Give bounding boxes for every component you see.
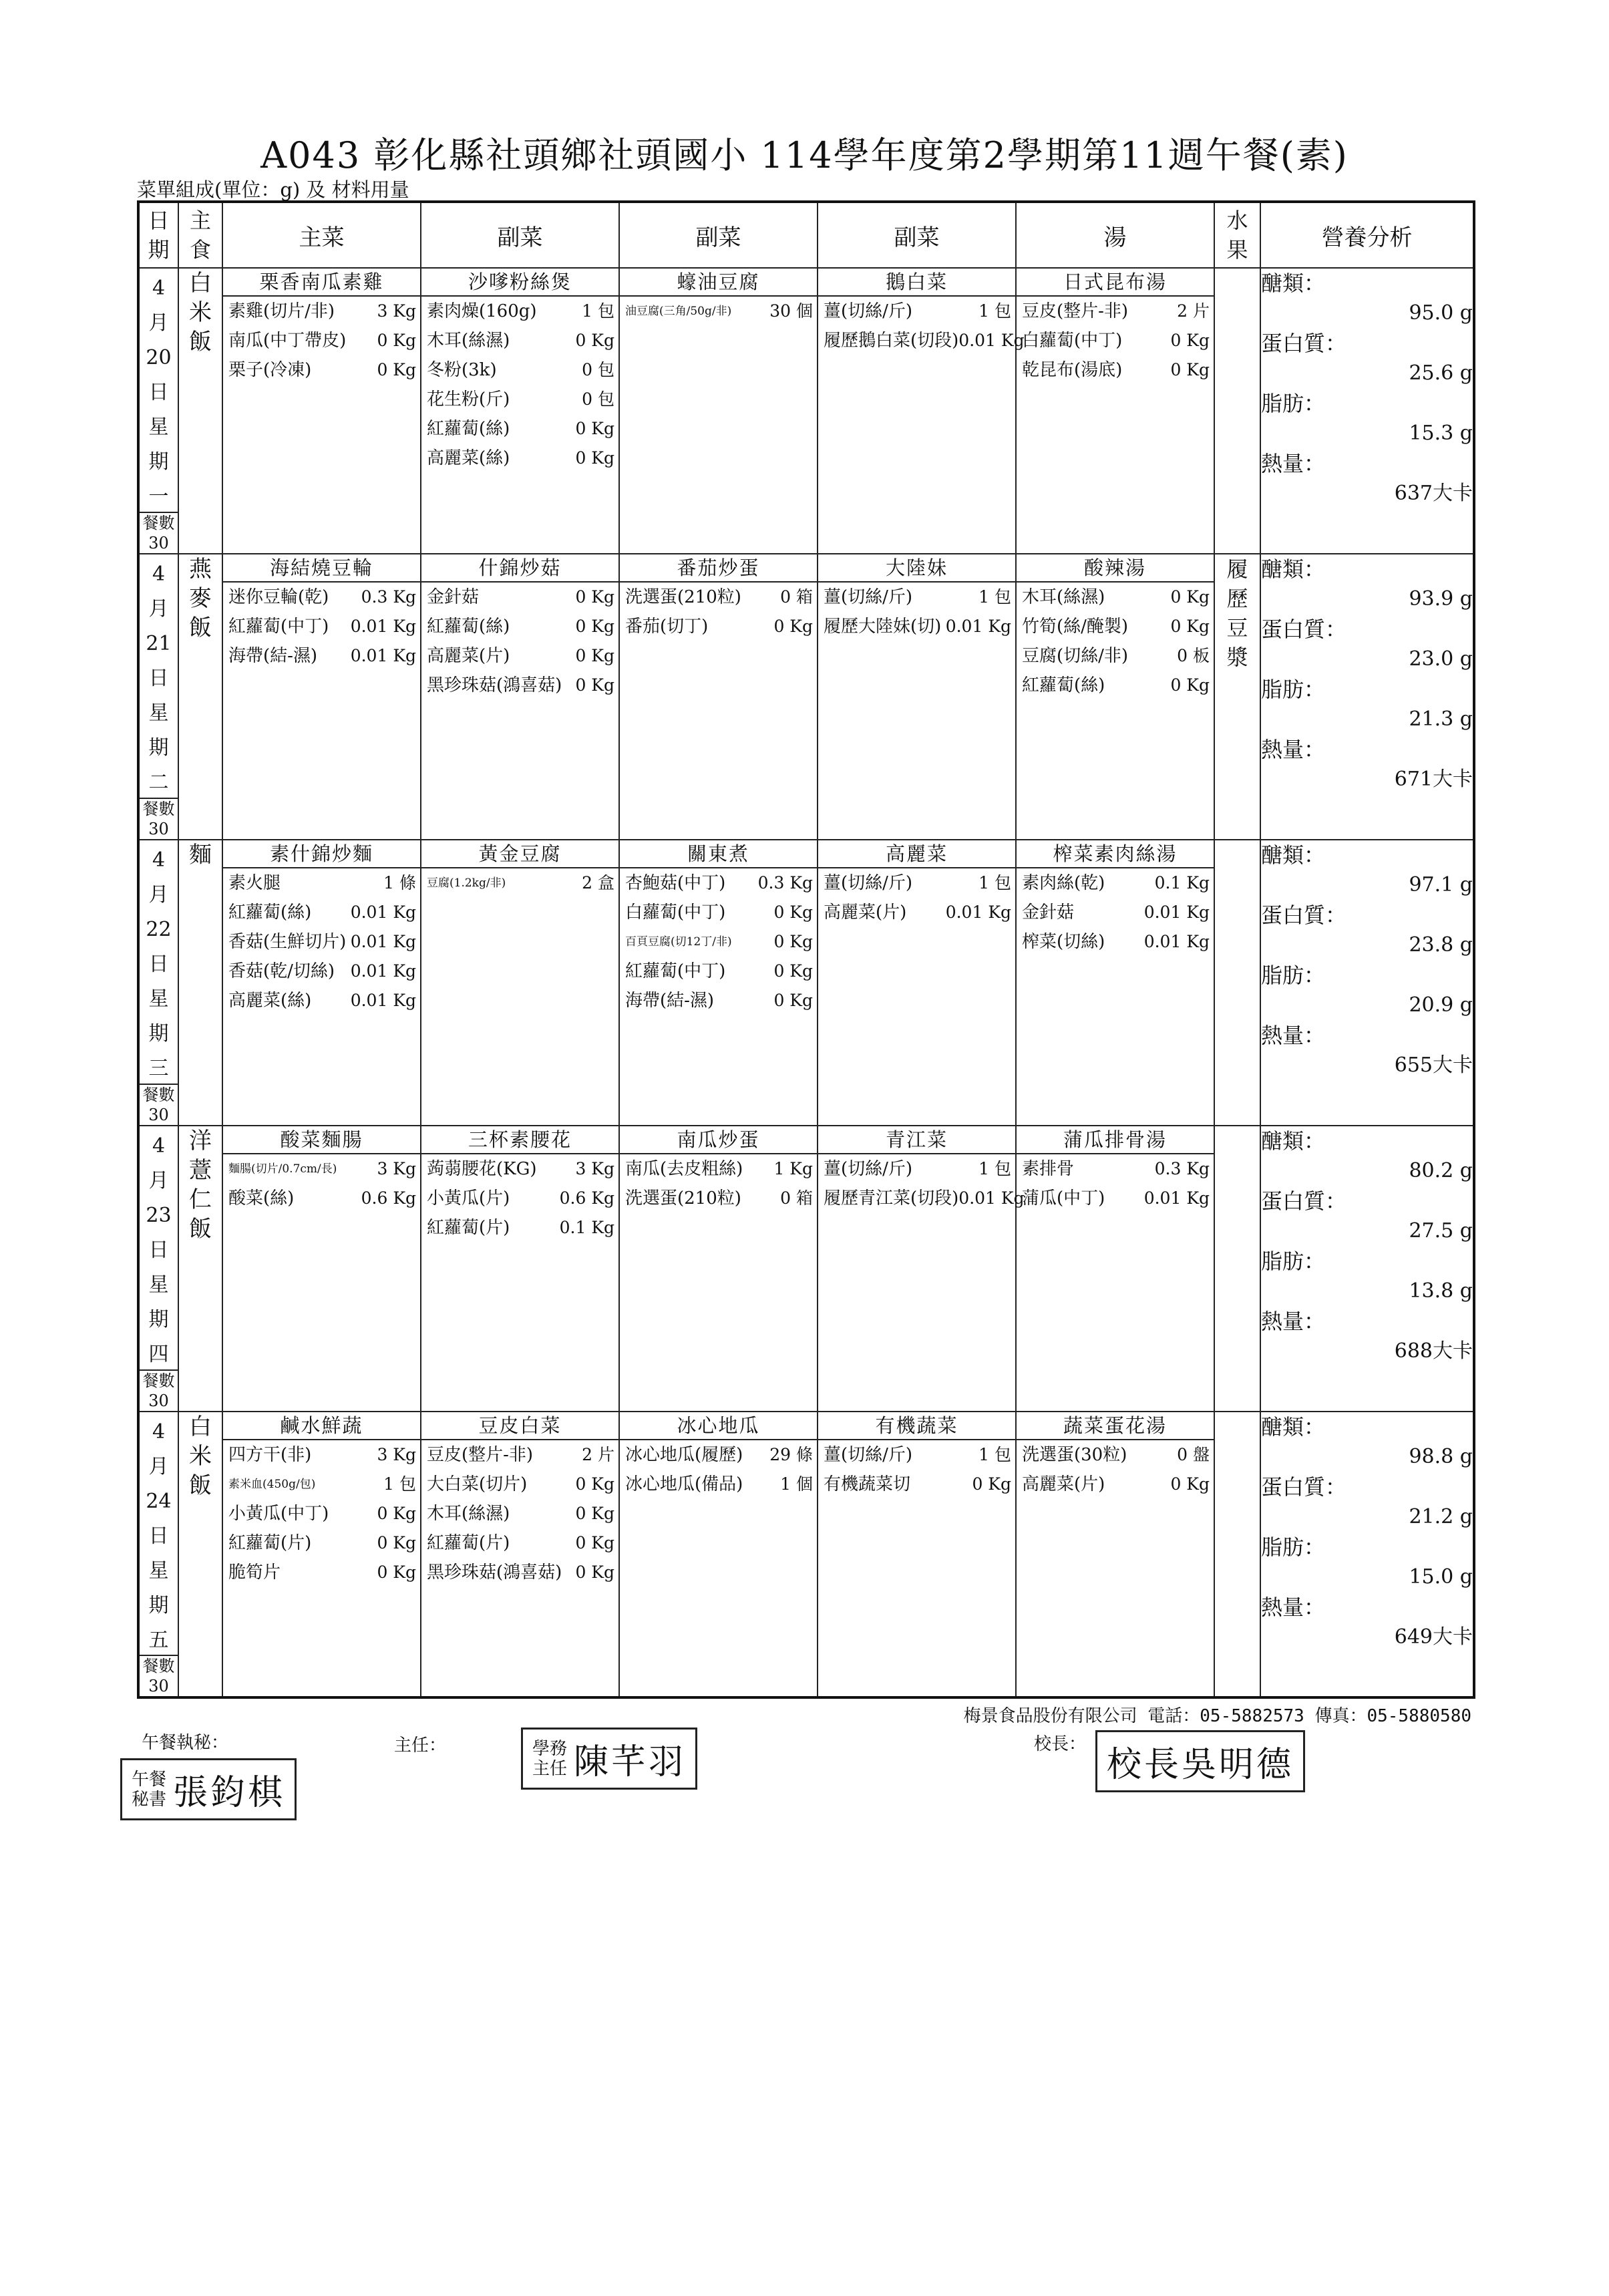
ingredient-row: 高麗菜(片) 0 Kg (427, 646, 614, 666)
ingredient-row: 履歷鵝白菜(切段) 0.01 Kg (824, 331, 1025, 351)
nutrition-value-protein: 21.2 g (1409, 1505, 1473, 1528)
ingredient-row: 竹筍(絲/醃製) 0 Kg (1022, 617, 1210, 637)
date-cell: 4 月 24 日 星 期 五 餐數 30 (138, 1412, 178, 1697)
dish-cell-side-2 (619, 1126, 818, 1412)
day-row (138, 1412, 1474, 1697)
nutrition-label-protein: 蛋白質： (1261, 903, 1347, 928)
ingredient-row: 豆腐(1.2kg/非) 2 盒 (427, 873, 614, 892)
dish-cell-side-1 (421, 268, 619, 554)
ingredient-row: 木耳(絲濕) 0 Kg (427, 1504, 614, 1524)
dish-name: 有機蔬菜 (818, 1412, 1015, 1440)
header-side-3: 副菜 (818, 202, 1016, 268)
ingredient-row: 紅蘿蔔(絲) 0 Kg (427, 617, 614, 637)
ingredient-row: 小黃瓜(中丁) 0 Kg (228, 1504, 416, 1524)
nutrition-cell (1260, 1412, 1474, 1697)
nutrition-label-protein: 蛋白質： (1261, 617, 1347, 642)
nutrition-label-carb: 醣類： (1261, 1414, 1326, 1440)
dish-name: 鹹水鮮蔬 (223, 1412, 420, 1440)
nutrition-label-fat: 脂肪： (1261, 1534, 1326, 1560)
header-main: 主菜 (222, 202, 421, 268)
header-date: 日 期 (138, 202, 178, 268)
principal-label: 校長： (1034, 1734, 1087, 1754)
nutrition-label-fat: 脂肪： (1261, 391, 1326, 416)
ingredient-row: 四方干(非) 3 Kg (228, 1445, 416, 1465)
dish-name: 蔬菜蛋花湯 (1017, 1412, 1214, 1440)
staple-cell: 洋 薏 仁 飯 (178, 1126, 222, 1412)
ingredient-row: 素肉燥(160g) 1 包 (427, 301, 614, 321)
fruit-cell (1214, 1412, 1260, 1697)
dish-cell-side-1 (421, 1126, 619, 1412)
dish-cell-side-3 (818, 1412, 1016, 1697)
ingredient-row: 紅蘿蔔(絲) 0.01 Kg (228, 903, 416, 923)
header-staple: 主 食 (178, 202, 222, 268)
principal-stamp: 校長吳明德 (1095, 1730, 1305, 1792)
ingredient-row: 香菇(生鮮切片) 0.01 Kg (228, 932, 416, 952)
dish-cell-main (222, 1412, 421, 1697)
ingredient-row: 豆腐(切絲/非) 0 板 (1022, 646, 1210, 666)
ingredient-row: 履歷大陸妹(切) 0.01 Kg (824, 617, 1011, 637)
ingredient-row: 花生粉(斤) 0 包 (427, 389, 614, 409)
ingredient-row: 麵腸(切片/0.7cm/長) 3 Kg (228, 1159, 416, 1178)
fruit-cell (1214, 1126, 1260, 1412)
header-fruit: 水 果 (1214, 202, 1260, 268)
dish-cell-main (222, 554, 421, 840)
ingredient-row: 薑(切絲/斤) 1 包 (824, 587, 1011, 607)
header-row (138, 202, 1474, 268)
dish-name: 青江菜 (818, 1126, 1015, 1154)
meal-count: 餐數 30 (140, 1369, 178, 1411)
ingredient-row: 大白菜(切片) 0 Kg (427, 1474, 614, 1494)
ingredient-row: 黑珍珠菇(鴻喜菇) 0 Kg (427, 675, 614, 695)
nutrition-value-energy: 655大卡 (1394, 1053, 1473, 1077)
dish-name: 蒲瓜排骨湯 (1017, 1126, 1214, 1154)
ingredient-row: 蒲瓜(中丁) 0.01 Kg (1022, 1188, 1210, 1208)
dish-name: 番茄炒蛋 (620, 554, 817, 583)
ingredient-row: 冰心地瓜(備品) 1 個 (625, 1474, 813, 1494)
dish-cell-soup (1016, 268, 1214, 554)
ingredient-row: 紅蘿蔔(中丁) 0 Kg (625, 961, 813, 981)
fruit-cell: 履 歷 豆 漿 (1214, 554, 1260, 840)
nutrition-cell (1260, 554, 1474, 840)
ingredient-row: 金針菇 0.01 Kg (1022, 903, 1210, 923)
ingredient-row: 海帶(結-濕) 0 Kg (625, 991, 813, 1011)
ingredient-row: 紅蘿蔔(片) 0 Kg (427, 1533, 614, 1553)
ingredient-row: 黑珍珠菇(鴻喜菇) 0 Kg (427, 1563, 614, 1583)
dish-cell-main (222, 268, 421, 554)
ingredient-row: 洗選蛋(210粒) 0 箱 (625, 587, 813, 607)
dish-name: 黃金豆腐 (421, 840, 618, 868)
nutrition-value-fat: 21.3 g (1409, 707, 1473, 731)
staple-cell: 白 米 飯 (178, 1412, 222, 1697)
dish-name: 栗香南瓜素雞 (223, 269, 420, 297)
ingredient-row: 紅蘿蔔(絲) 0 Kg (1022, 675, 1210, 695)
nutrition-value-fat: 15.3 g (1409, 422, 1473, 445)
meal-count: 餐數 30 (140, 512, 178, 553)
ingredient-row: 豆皮(整片-非) 2 片 (427, 1445, 614, 1465)
day-row (138, 1126, 1474, 1412)
ingredient-row: 冬粉(3k) 0 包 (427, 360, 614, 380)
ingredient-row: 素排骨 0.3 Kg (1022, 1159, 1210, 1179)
nutrition-value-protein: 27.5 g (1409, 1219, 1473, 1243)
dish-name: 豆皮白菜 (421, 1412, 618, 1440)
dish-name: 關東煮 (620, 840, 817, 868)
ingredient-row: 高麗菜(絲) 0 Kg (427, 448, 614, 468)
nutrition-value-energy: 637大卡 (1394, 482, 1473, 505)
fruit-cell (1214, 840, 1260, 1126)
dish-name: 素什錦炒麵 (223, 840, 420, 868)
ingredient-row: 南瓜(中丁帶皮) 0 Kg (228, 331, 416, 351)
dish-name: 冰心地瓜 (620, 1412, 817, 1440)
dish-cell-side-2 (619, 554, 818, 840)
day-row (138, 268, 1474, 554)
dish-cell-soup (1016, 840, 1214, 1126)
nutrition-label-energy: 熱量： (1261, 1309, 1326, 1334)
dish-cell-side-1 (421, 840, 619, 1126)
nutrition-value-fat: 15.0 g (1409, 1565, 1473, 1589)
dish-name: 三杯素腰花 (421, 1126, 618, 1154)
ingredient-row: 白蘿蔔(中丁) 0 Kg (1022, 331, 1210, 351)
ingredient-row: 紅蘿蔔(片) 0.1 Kg (427, 1218, 614, 1238)
secretary-stamp: 午餐 秘書 張鈞棋 (120, 1758, 297, 1820)
dish-name: 什錦炒菇 (421, 554, 618, 583)
dish-cell-soup (1016, 1412, 1214, 1697)
fruit-cell (1214, 268, 1260, 554)
staple-cell: 燕 麥 飯 (178, 554, 222, 840)
nutrition-value-carb: 98.8 g (1409, 1445, 1473, 1468)
nutrition-value-protein: 23.0 g (1409, 647, 1473, 671)
nutrition-label-fat: 脂肪： (1261, 963, 1326, 988)
ingredient-row: 金針菇 0 Kg (427, 587, 614, 607)
page-subtitle: 菜單組成(單位：g) 及 材料用量 (137, 178, 409, 201)
ingredient-row: 紅蘿蔔(片) 0 Kg (228, 1533, 416, 1553)
ingredient-row: 蒟蒻腰花(KG) 3 Kg (427, 1159, 614, 1179)
ingredient-row: 木耳(絲濕) 0 Kg (1022, 587, 1210, 607)
nutrition-label-protein: 蛋白質： (1261, 1188, 1347, 1214)
nutrition-value-carb: 95.0 g (1409, 301, 1473, 325)
dish-name: 榨菜素肉絲湯 (1017, 840, 1214, 868)
nutrition-label-carb: 醣類： (1261, 271, 1326, 296)
nutrition-cell (1260, 840, 1474, 1126)
ingredient-row: 迷你豆輪(乾) 0.3 Kg (228, 587, 416, 607)
ingredient-row: 薑(切絲/斤) 1 包 (824, 1159, 1011, 1179)
dish-cell-side-1 (421, 1412, 619, 1697)
ingredient-row: 番茄(切丁) 0 Kg (625, 617, 813, 637)
ingredient-row: 豆皮(整片-非) 2 片 (1022, 301, 1210, 321)
ingredient-row: 榨菜(切絲) 0.01 Kg (1022, 932, 1210, 952)
nutrition-value-energy: 688大卡 (1394, 1339, 1473, 1363)
dish-cell-main (222, 840, 421, 1126)
nutrition-label-carb: 醣類： (1261, 842, 1326, 868)
day-row (138, 554, 1474, 840)
ingredient-row: 高麗菜(絲) 0.01 Kg (228, 991, 416, 1011)
date-cell: 4 月 20 日 星 期 一 餐數 30 (138, 268, 178, 554)
nutrition-label-fat: 脂肪： (1261, 1249, 1326, 1274)
header-side-2: 副菜 (619, 202, 818, 268)
ingredient-row: 紅蘿蔔(絲) 0 Kg (427, 419, 614, 439)
staple-cell: 白 米 飯 (178, 268, 222, 554)
day-row (138, 840, 1474, 1126)
nutrition-label-carb: 醣類： (1261, 556, 1326, 582)
dish-name: 海結燒豆輪 (223, 554, 420, 583)
dish-cell-side-2 (619, 1412, 818, 1697)
director-stamp: 學務 主任 陳芊羽 (521, 1728, 697, 1790)
dish-name: 日式昆布湯 (1017, 269, 1214, 297)
dish-name: 鵝白菜 (818, 269, 1015, 297)
ingredient-row: 冰心地瓜(履歷) 29 條 (625, 1445, 813, 1465)
nutrition-value-protein: 23.8 g (1409, 933, 1473, 957)
ingredient-row: 乾昆布(湯底) 0 Kg (1022, 360, 1210, 380)
ingredient-row: 南瓜(去皮粗絲) 1 Kg (625, 1159, 813, 1179)
nutrition-value-energy: 649大卡 (1394, 1625, 1473, 1649)
nutrition-value-fat: 13.8 g (1409, 1279, 1473, 1303)
dish-name: 沙嗲粉絲煲 (421, 269, 618, 297)
ingredient-row: 紅蘿蔔(中丁) 0.01 Kg (228, 617, 416, 637)
ingredient-row: 高麗菜(片) 0.01 Kg (824, 903, 1011, 923)
director-label: 主任： (394, 1736, 447, 1756)
staple-cell: 麵 (178, 840, 222, 1126)
ingredient-row: 薑(切絲/斤) 1 包 (824, 301, 1011, 321)
nutrition-label-energy: 熱量： (1261, 737, 1326, 762)
nutrition-label-energy: 熱量： (1261, 1023, 1326, 1048)
ingredient-row: 素米血(450g/包) 1 包 (228, 1474, 416, 1494)
meal-count: 餐數 30 (140, 798, 178, 839)
ingredient-row: 酸菜(絲) 0.6 Kg (228, 1188, 416, 1208)
ingredient-row: 履歷青江菜(切段) 0.01 Kg (824, 1188, 1025, 1208)
ingredient-row: 脆筍片 0 Kg (228, 1563, 416, 1583)
page-title: A043 彰化縣社頭鄉社頭國小 114學年度第2學期第11週午餐(素) (260, 134, 1349, 176)
nutrition-label-fat: 脂肪： (1261, 677, 1326, 702)
dish-name: 酸菜麵腸 (223, 1126, 420, 1154)
ingredient-row: 小黃瓜(片) 0.6 Kg (427, 1188, 614, 1208)
company-info: 梅景食品股份有限公司 電話：05-5882573 傳真：05-5880580 (963, 1706, 1471, 1726)
ingredient-row: 香菇(乾/切絲) 0.01 Kg (228, 961, 416, 981)
dish-cell-side-3 (818, 840, 1016, 1126)
secretary-label: 午餐執秘： (142, 1733, 229, 1753)
dish-cell-soup (1016, 1126, 1214, 1412)
ingredient-row: 白蘿蔔(中丁) 0 Kg (625, 903, 813, 923)
nutrition-value-protein: 25.6 g (1409, 361, 1473, 385)
ingredient-row: 素雞(切片/非) 3 Kg (228, 301, 416, 321)
ingredient-row: 海帶(結-濕) 0.01 Kg (228, 646, 416, 666)
ingredient-row: 洗選蛋(210粒) 0 箱 (625, 1188, 813, 1208)
dish-name: 蠔油豆腐 (620, 269, 817, 297)
dish-cell-side-1 (421, 554, 619, 840)
nutrition-cell (1260, 268, 1474, 554)
ingredient-row: 素肉絲(乾) 0.1 Kg (1022, 873, 1210, 893)
ingredient-row: 百頁豆腐(切12丁/非) 0 Kg (625, 932, 813, 951)
nutrition-label-energy: 熱量： (1261, 451, 1326, 476)
menu-table (137, 200, 1475, 1699)
date-cell: 4 月 21 日 星 期 二 餐數 30 (138, 554, 178, 840)
meal-count: 餐數 30 (140, 1084, 178, 1125)
dish-cell-main (222, 1126, 421, 1412)
dish-cell-soup (1016, 554, 1214, 840)
ingredient-row: 栗子(冷凍) 0 Kg (228, 360, 416, 380)
ingredient-row: 杏鮑菇(中丁) 0.3 Kg (625, 873, 813, 893)
nutrition-value-fat: 20.9 g (1409, 993, 1473, 1017)
header-side-1: 副菜 (421, 202, 619, 268)
nutrition-label-energy: 熱量： (1261, 1595, 1326, 1620)
nutrition-label-carb: 醣類： (1261, 1128, 1326, 1154)
ingredient-row: 油豆腐(三角/50g/非) 30 個 (625, 301, 813, 321)
ingredient-row: 高麗菜(片) 0 Kg (1022, 1474, 1210, 1494)
dish-cell-side-3 (818, 268, 1025, 554)
nutrition-label-protein: 蛋白質： (1261, 1474, 1347, 1500)
ingredient-row: 薑(切絲/斤) 1 包 (824, 873, 1011, 893)
dish-cell-side-2 (619, 840, 818, 1126)
nutrition-value-carb: 80.2 g (1409, 1159, 1473, 1182)
dish-name: 酸辣湯 (1017, 554, 1214, 583)
dish-cell-side-3 (818, 554, 1016, 840)
date-cell: 4 月 22 日 星 期 三 餐數 30 (138, 840, 178, 1126)
nutrition-value-energy: 671大卡 (1394, 768, 1473, 791)
dish-cell-side-3 (818, 1126, 1025, 1412)
ingredient-row: 木耳(絲濕) 0 Kg (427, 331, 614, 351)
nutrition-cell (1260, 1126, 1474, 1412)
ingredient-row: 洗選蛋(30粒) 0 盤 (1022, 1445, 1210, 1465)
nutrition-label-protein: 蛋白質： (1261, 331, 1347, 356)
nutrition-value-carb: 97.1 g (1409, 873, 1473, 896)
header-nutrition: 營養分析 (1260, 202, 1474, 268)
dish-name: 高麗菜 (818, 840, 1015, 868)
dish-name: 南瓜炒蛋 (620, 1126, 817, 1154)
date-cell: 4 月 23 日 星 期 四 餐數 30 (138, 1126, 178, 1412)
ingredient-row: 有機蔬菜切 0 Kg (824, 1474, 1011, 1494)
dish-name: 大陸妹 (818, 554, 1015, 583)
header-soup: 湯 (1016, 202, 1214, 268)
meal-count: 餐數 30 (140, 1655, 178, 1696)
nutrition-value-carb: 93.9 g (1409, 587, 1473, 611)
dish-cell-side-2 (619, 268, 818, 554)
ingredient-row: 素火腿 1 條 (228, 873, 416, 893)
ingredient-row: 薑(切絲/斤) 1 包 (824, 1445, 1011, 1465)
